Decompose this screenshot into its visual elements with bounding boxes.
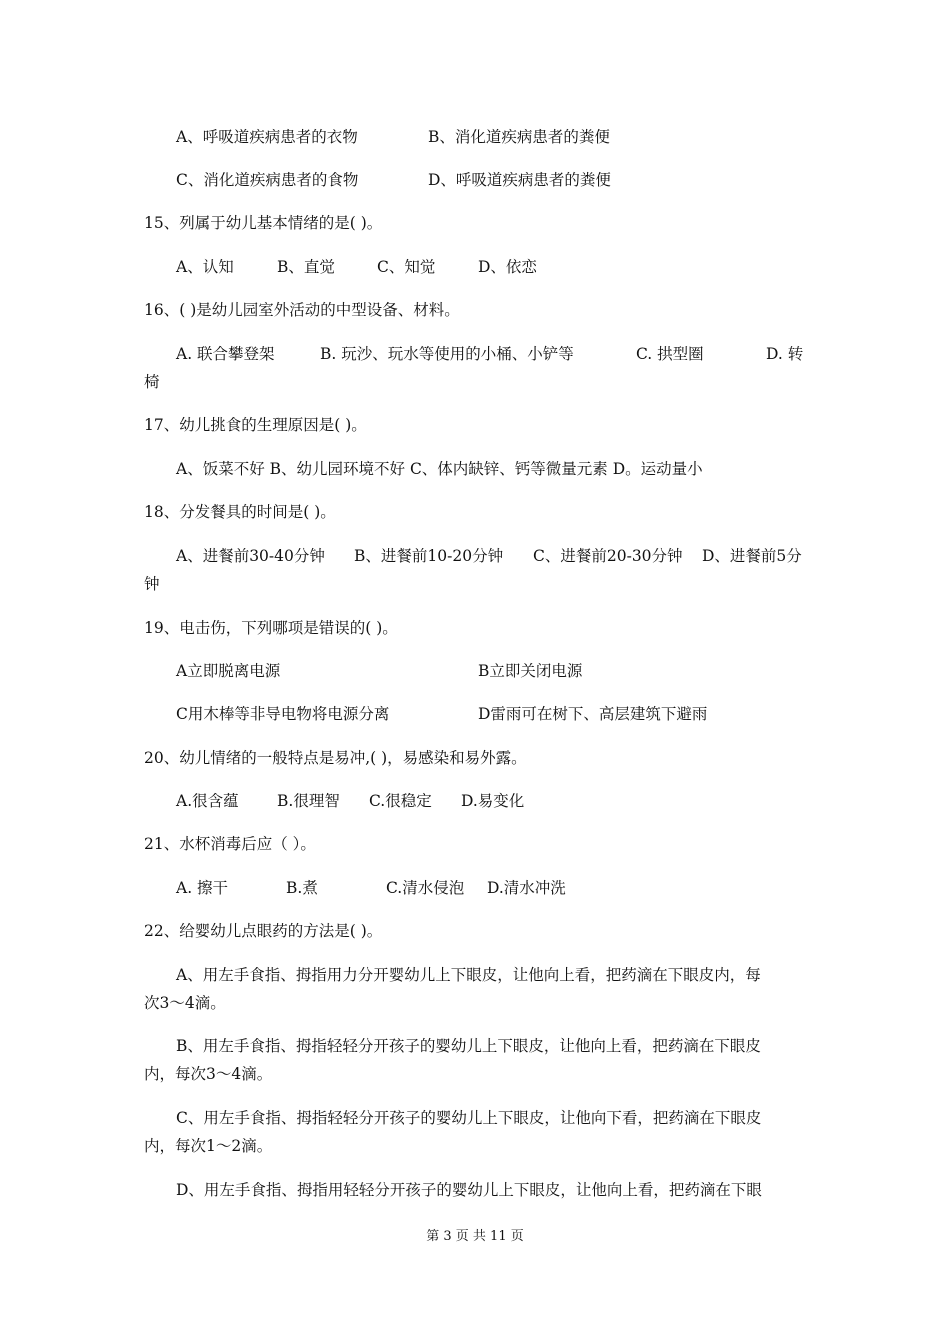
q17-options: A、饭菜不好 B、幼儿园环境不好 C、体内缺锌、钙等微量元素 D。运动量小 — [176, 460, 703, 478]
q20-option-d: D.易变化 — [461, 792, 525, 810]
q18-stem: 18、分发餐具的时间是( )。 — [144, 503, 336, 521]
q21-option-d: D.清水冲洗 — [487, 879, 566, 897]
q18-option-a: A、进餐前30-40分钟 — [176, 547, 325, 565]
q20-option-c: C.很稳定 — [369, 792, 432, 810]
q19-option-c: C用木棒等非导电物将电源分离 — [176, 705, 390, 723]
q17-stem: 17、幼儿挑食的生理原因是( )。 — [144, 416, 367, 434]
q20-option-a: A.很含蕴 — [176, 792, 239, 810]
q16-option-b: B. 玩沙、玩水等使用的小桶、小铲等 — [320, 345, 574, 363]
q19-stem: 19、电击伤，下列哪项是错误的( )。 — [144, 619, 398, 637]
q19-option-a: A立即脱离电源 — [176, 662, 281, 680]
q15-option-b: B、直觉 — [277, 258, 335, 276]
q22-option-a-line1: A、用左手食指、拇指用力分开婴幼儿上下眼皮，让他向上看，把药滴在下眼皮内，每 — [176, 966, 761, 984]
q18-option-d-wrap: 钟 — [144, 575, 160, 593]
q14-option-a: A、呼吸道疾病患者的衣物 — [176, 128, 358, 146]
q22-option-d-line1: D、用左手食指、拇指用轻轻分开孩子的婴幼儿上下眼皮，让他向上看，把药滴在下眼 — [176, 1181, 762, 1199]
q15-option-c: C、知觉 — [377, 258, 436, 276]
q22-option-c-line2: 内，每次1～2滴。 — [144, 1137, 273, 1155]
q16-option-d: D. 转 — [766, 345, 804, 363]
q20-stem: 20、幼儿情绪的一般特点是易冲,( )，易感染和易外露。 — [144, 749, 527, 767]
q16-option-c: C. 拱型圈 — [636, 345, 704, 363]
q14-option-c: C、消化道疾病患者的食物 — [176, 171, 359, 189]
q16-option-d-wrap: 椅 — [144, 373, 160, 391]
q22-option-b-line1: B、用左手食指、拇指轻轻分开孩子的婴幼儿上下眼皮，让他向上看，把药滴在下眼皮 — [176, 1037, 761, 1055]
q22-stem: 22、给婴幼儿点眼药的方法是( )。 — [144, 922, 383, 940]
q21-option-a: A. 擦干 — [176, 879, 229, 897]
q19-option-b: B立即关闭电源 — [478, 662, 583, 680]
q20-option-b: B.很理智 — [277, 792, 340, 810]
q18-option-b: B、进餐前10-20分钟 — [354, 547, 504, 565]
q21-option-c: C.清水侵泡 — [386, 879, 465, 897]
q22-option-b-line2: 内，每次3～4滴。 — [144, 1065, 273, 1083]
q18-option-d: D、进餐前5分 — [702, 547, 802, 565]
q16-option-a: A. 联合攀登架 — [176, 345, 275, 363]
q15-stem: 15、列属于幼儿基本情绪的是( )。 — [144, 214, 383, 232]
q19-option-d: D雷雨可在树下、高层建筑下避雨 — [478, 705, 708, 723]
q16-stem: 16、( )是幼儿园室外活动的中型设备、材料。 — [144, 301, 460, 319]
q18-option-c: C、进餐前20-30分钟 — [533, 547, 683, 565]
q14-option-b: B、消化道疾病患者的粪便 — [428, 128, 610, 146]
q21-stem: 21、水杯消毒后应（ ）。 — [144, 835, 316, 853]
q21-option-b: B.煮 — [286, 879, 318, 897]
q15-option-a: A、认知 — [176, 258, 234, 276]
page-number-footer: 第 3 页 共 11 页 — [426, 1229, 524, 1244]
q15-option-d: D、依恋 — [478, 258, 537, 276]
q22-option-a-line2: 次3～4滴。 — [144, 994, 226, 1012]
q14-option-d: D、呼吸道疾病患者的粪便 — [428, 171, 611, 189]
q22-option-c-line1: C、用左手食指、拇指轻轻分开孩子的婴幼儿上下眼皮，让他向下看，把药滴在下眼皮 — [176, 1109, 762, 1127]
